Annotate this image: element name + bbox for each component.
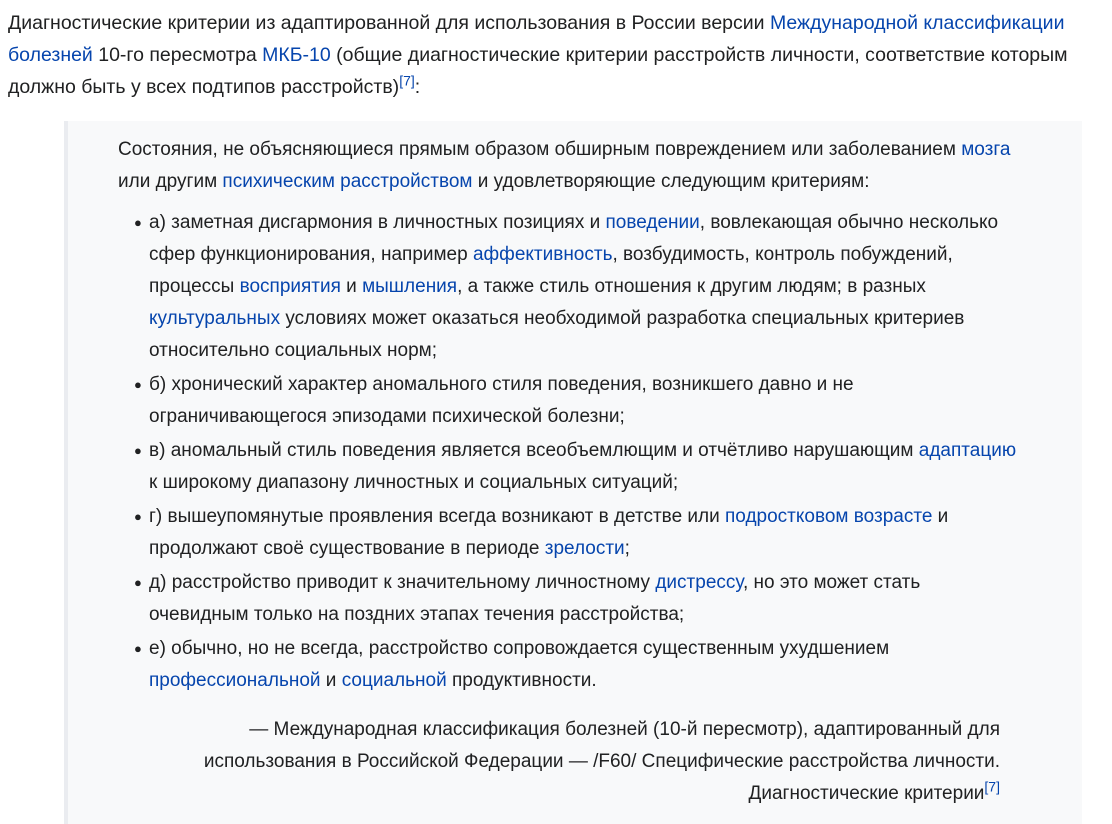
intro-text: 10-го пересмотра xyxy=(92,44,263,66)
lead-text: или другим xyxy=(118,171,223,192)
criterion-text: а) заметная дисгармония в личностных позициях и xyxy=(149,212,606,233)
criterion-text: , вовлекающая обычно несколько сфер функционирования, например xyxy=(149,212,999,265)
criterion-g xyxy=(118,501,1018,565)
criterion-text: , но это может стать очевидным только на поздних этапах течения расстройства; xyxy=(149,572,921,625)
link-brain[interactable]: мозга xyxy=(961,139,1011,160)
criterion-e xyxy=(118,633,1018,697)
link-icd[interactable]: Международной классификации болезней xyxy=(8,12,1065,66)
intro-text: : xyxy=(414,76,421,98)
quote-lead xyxy=(118,134,1018,198)
criterion-text: и продолжают своё существование в периоде xyxy=(149,506,949,559)
criteria-list xyxy=(118,207,1018,699)
link-perception[interactable]: восприятия xyxy=(239,276,341,297)
lead-text: и удовлетворяющие следующим критериям: xyxy=(472,171,870,192)
criterion-text: е) обычно, но не всегда, расстройство сопровождается существенным ухудшением xyxy=(149,638,890,659)
intro-text: (общие диагностические критерии расстройств личности, соответствие которым должно быть у всех подтипов расстройств) xyxy=(8,44,1068,98)
quote-citation xyxy=(140,714,1000,810)
criterion-text: , возбудимость, контроль побуждений, процессы xyxy=(149,244,953,297)
intro-paragraph xyxy=(8,7,1098,103)
lead-text: Состояния, не объясняющиеся прямым образом обширным повреждением или заболеванием xyxy=(118,139,962,160)
criterion-text: продуктивности. xyxy=(446,670,597,691)
bullet-icon: ● xyxy=(134,575,142,590)
bullet-icon: ● xyxy=(134,509,142,524)
link-distress[interactable]: дистрессу xyxy=(655,572,743,593)
criterion-text: к широкому диапазону личностных и социальных ситуаций; xyxy=(149,472,679,493)
reference-7[interactable] xyxy=(984,779,1000,795)
link-maturity[interactable]: зрелости xyxy=(544,538,625,559)
reference-link[interactable]: [7] xyxy=(399,72,415,89)
bullet-icon: ● xyxy=(134,377,142,392)
link-icd-10[interactable]: МКБ-10 xyxy=(262,44,331,66)
criterion-text: б) хронический характер аномального стиля поведения, возникшего давно и не ограничивающегося эпизодами психической болезни; xyxy=(149,374,854,427)
link-behavior[interactable]: поведении xyxy=(605,212,700,233)
reference-7[interactable] xyxy=(399,73,415,89)
criterion-text: и xyxy=(340,276,363,297)
criterion-a xyxy=(118,207,1018,367)
bullet-icon: ● xyxy=(134,215,142,230)
bullet-icon: ● xyxy=(134,443,142,458)
criterion-text: и xyxy=(320,670,342,691)
quote-block xyxy=(64,121,1082,824)
criterion-b xyxy=(118,369,1018,433)
link-social[interactable]: социальной xyxy=(341,670,447,691)
bullet-icon: ● xyxy=(134,641,142,656)
link-adolescence[interactable]: подростковом возрасте xyxy=(725,506,933,527)
link-professional[interactable]: профессиональной xyxy=(149,670,321,691)
link-cultural[interactable]: культуральных xyxy=(149,308,281,329)
intro-text: Диагностические критерии из адаптированной для использования в России версии xyxy=(8,12,770,34)
reference-link[interactable]: [7] xyxy=(984,778,1000,795)
link-mental-disorder[interactable]: психическим расстройством xyxy=(222,171,473,192)
link-affectivity[interactable]: аффективность xyxy=(472,244,613,265)
citation-text: — Международная классификация болезней (10-й пересмотр), адаптированный для использования в Российской Федерации — /F60/ Специфические расстройства личности. Диагностические критерии xyxy=(203,719,1000,804)
criterion-text: условиях может оказаться необходимой разработка специальных критериев относительно социальных норм; xyxy=(149,308,965,361)
criterion-text: в) аномальный стиль поведения является всеобъемлющим и отчётливо нарушающим xyxy=(149,440,919,461)
criterion-d xyxy=(118,567,1018,631)
criterion-v xyxy=(118,435,1018,499)
criterion-text: д) расстройство приводит к значительному личностному xyxy=(149,572,656,593)
criterion-text: г) вышеупомянутые проявления всегда возникают в детстве или xyxy=(149,506,726,527)
link-adaptation[interactable]: адаптацию xyxy=(918,440,1017,461)
link-thinking[interactable]: мышления xyxy=(362,276,458,297)
criterion-text: , а также стиль отношения к другим людям; в разных xyxy=(457,276,926,297)
criterion-text: ; xyxy=(624,538,630,559)
